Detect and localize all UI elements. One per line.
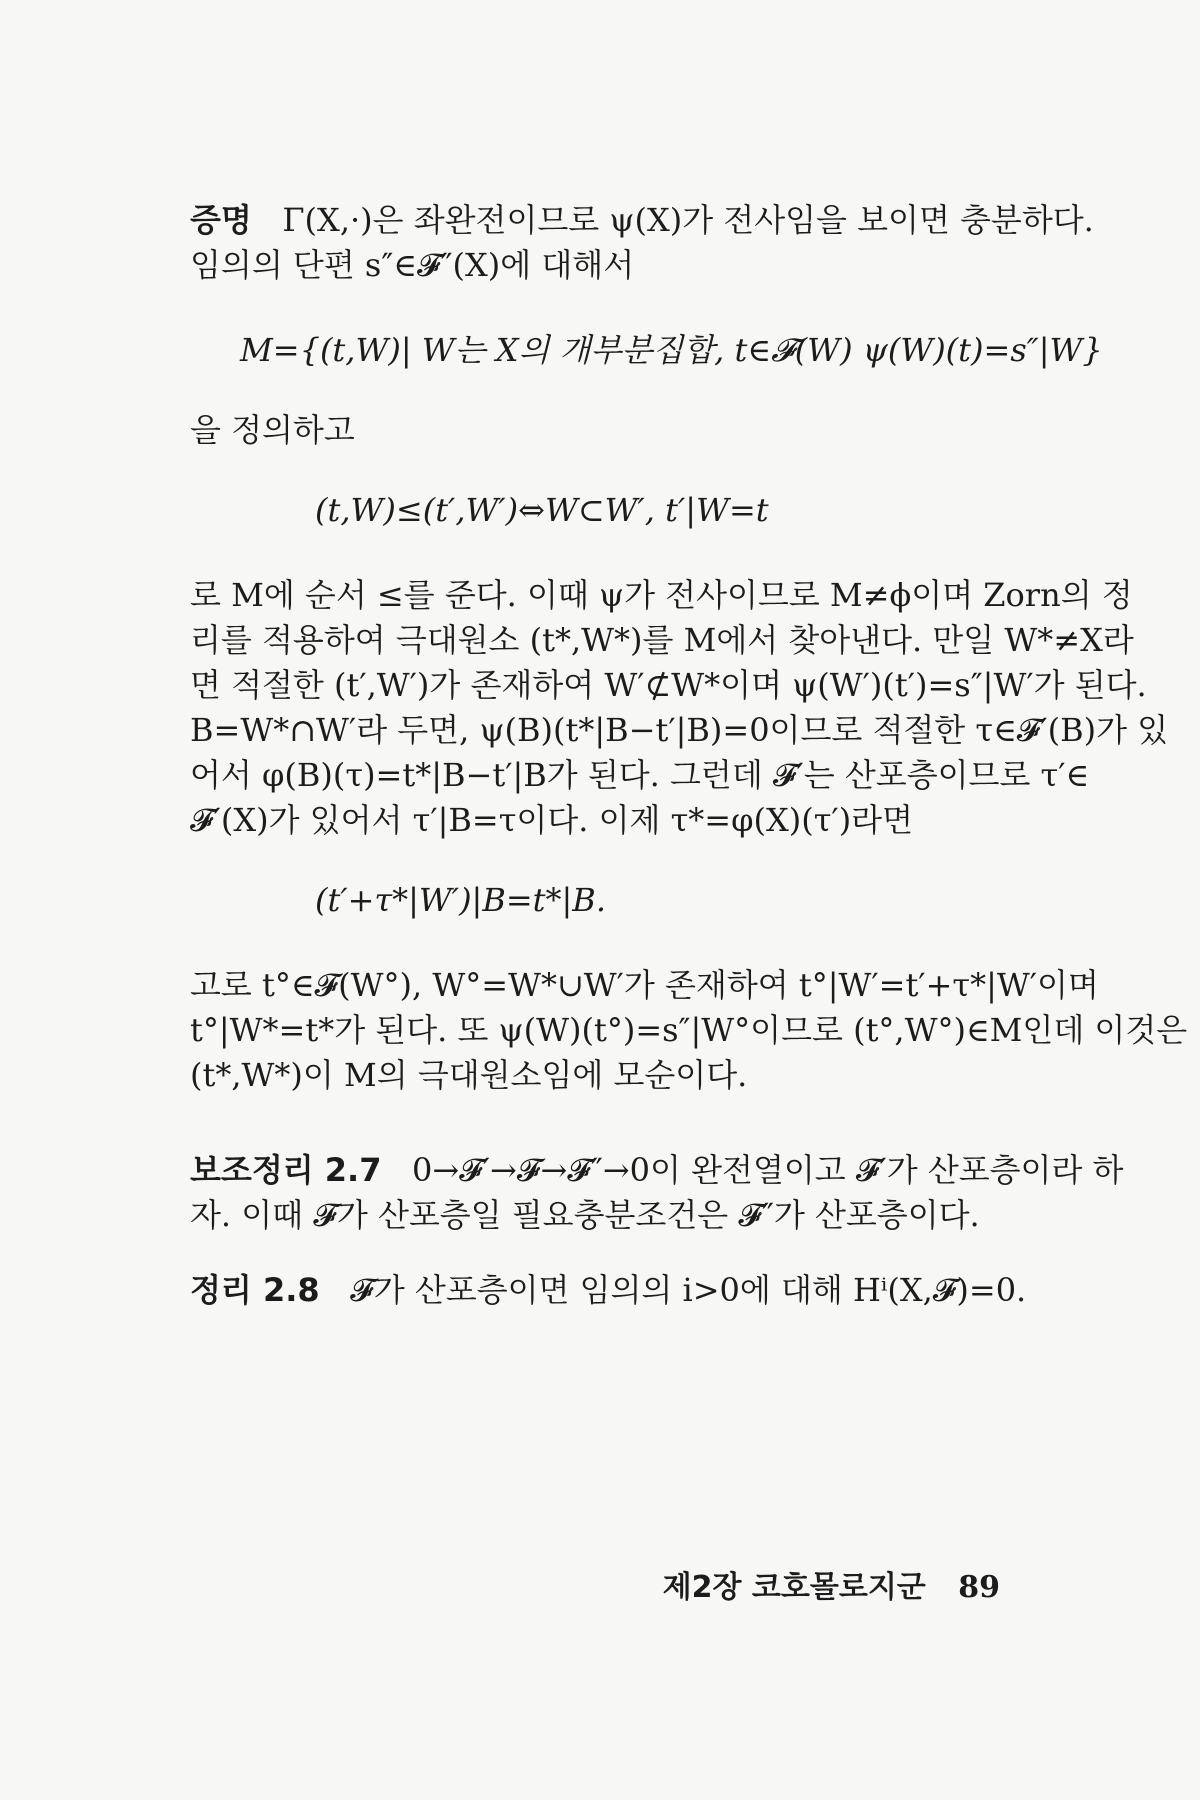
body1-line-2: 리를 적용하여 극대원소 (t*,W*)를 M에서 찾아낸다. 만일 W*≠X라 xyxy=(190,621,1134,659)
theorem-label: 정리 2.8 xyxy=(190,1271,320,1309)
lemma-label: 보조정리 2.7 xyxy=(190,1151,382,1189)
proof-text-1: Γ(X,·)은 좌완전이므로 ψ(X)가 전사임을 보이면 충분하다. xyxy=(282,201,1094,239)
body1-line-4: B=W*∩W′라 두면, ψ(B)(t*|B−t′|B)=0이므로 적절한 τ∈𝓕′(B)가 있 xyxy=(190,711,1169,749)
theorem-line xyxy=(190,1270,1050,1310)
proof-line-2: 임의의 단편 s″∈𝓕″(X)에 대해서 xyxy=(190,246,635,284)
lemma-line-2: 자. 이때 𝓕가 산포층일 필요충분조건은 𝓕″가 산포층이다. xyxy=(190,1196,980,1234)
body1-line-5: 어서 φ(B)(τ)=t*|B−t′|B가 된다. 그런데 𝓕′는 산포층이므로 τ′∈ xyxy=(190,756,1090,794)
body1-line-6: 𝓕′(X)가 있어서 τ′|B=τ이다. 이제 τ*=φ(X)(τ′)라면 xyxy=(190,801,914,839)
lemma-line-1 xyxy=(190,1150,1124,1190)
proof-label: 증명 xyxy=(190,201,252,239)
equation-M-definition: M={(t,W)| W는 X의 개부분집합, t∈𝓕(W) ψ(W)(t)=s″|W} xyxy=(240,331,1103,369)
equation-tau: (t′+τ*|W′)|B=t*|B. xyxy=(315,881,606,919)
page-footer xyxy=(663,1568,1000,1608)
theorem-text: 𝓕가 산포층이면 임의의 i>0에 대해 Hⁱ(X,𝓕)=0. xyxy=(350,1271,1027,1309)
body2-line-2: t°|W*=t*가 된다. 또 ψ(W)(t°)=s″|W°이므로 (t°,W°)∈M인데 이것은 xyxy=(190,1011,1188,1049)
chapter-title: 제2장 코호몰로지군 xyxy=(662,1570,926,1605)
equation-order: (t,W)≤(t′,W′)⇔W⊂W′, t′|W=t xyxy=(315,491,769,529)
body1-line-1: 로 M에 순서 ≤를 준다. 이때 ψ가 전사이므로 M≠ϕ이며 Zorn의 정 xyxy=(190,576,1133,614)
body2-line-1: 고로 t°∈𝓕(W°), W°=W*∪W′가 존재하여 t°|W′=t′+τ*|W′이며 xyxy=(190,966,1099,1004)
body2-line-3: (t*,W*)이 M의 극대원소임에 모순이다. xyxy=(190,1056,748,1094)
page-number: 89 xyxy=(958,1570,1000,1605)
define-text: 을 정의하고 xyxy=(190,411,355,449)
body1-line-3: 면 적절한 (t′,W′)가 존재하여 W′⊄W*이며 ψ(W′)(t′)=s″|W′가 된다. xyxy=(190,666,1147,704)
lemma-text-1: 0→𝓕′→𝓕→𝓕″→0이 완전열이고 𝓕′가 산포층이라 하 xyxy=(412,1151,1124,1189)
proof-line-1 xyxy=(190,200,1094,240)
